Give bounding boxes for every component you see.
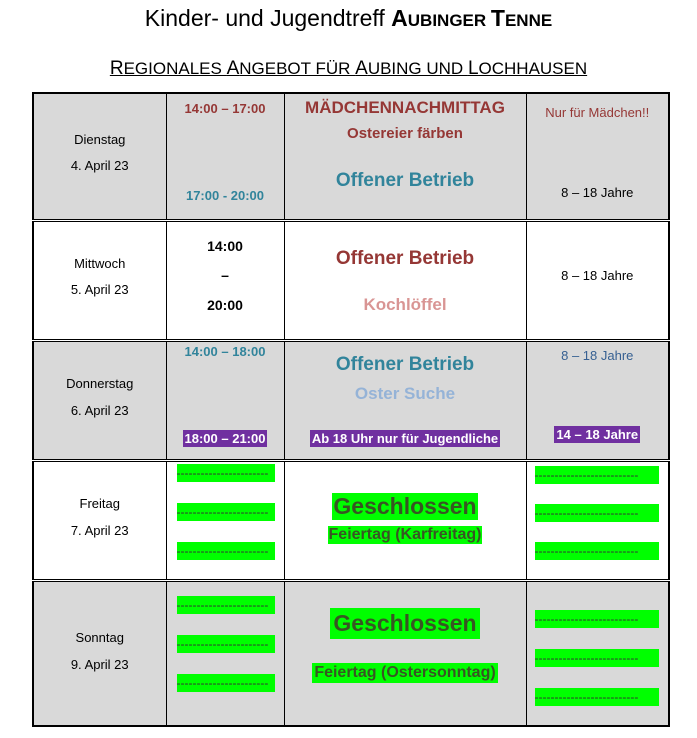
program-sub: Oster Suche xyxy=(354,384,456,403)
title-prefix: Kinder- und Jugendtreff xyxy=(144,5,392,31)
time-cell xyxy=(166,221,284,341)
time-cell xyxy=(166,93,284,221)
time-bottom-wrap xyxy=(167,430,284,448)
time-cell xyxy=(166,341,284,461)
program-sub-wrap xyxy=(285,663,526,683)
time-bottom: 18:00 – 21:00 xyxy=(184,431,266,446)
title-initial-t: T xyxy=(490,5,505,31)
program-main-wrap xyxy=(285,608,526,639)
placeholder-dashes: ----------------------- xyxy=(177,635,275,653)
time-top: 14:00 – 18:00 xyxy=(184,344,266,359)
program-title: MÄDCHENNACHMITTAG xyxy=(305,98,505,117)
age-range: 8 – 18 Jahre xyxy=(561,185,634,200)
subtitle-part: OCHHAUSEN xyxy=(478,59,588,78)
time-to: 20:00 xyxy=(207,297,243,313)
day-cell xyxy=(33,461,166,581)
age-cell xyxy=(526,341,669,461)
program-sub: Ostereier färben xyxy=(347,125,463,142)
day-cell xyxy=(33,93,166,221)
program-sub-wrap xyxy=(285,526,526,544)
program-cell xyxy=(284,581,526,727)
table-row xyxy=(33,341,669,461)
program-sub: Kochlöffel xyxy=(363,295,447,314)
subtitle-part: A xyxy=(226,58,240,79)
day-date: 4. April 23 xyxy=(70,158,129,173)
placeholder-dashes: ----------------------- xyxy=(177,674,275,692)
title-initial-a: A xyxy=(391,5,408,31)
table-row xyxy=(33,461,669,581)
age-range: 8 – 18 Jahre xyxy=(561,268,634,283)
day-name: Donnerstag xyxy=(66,376,134,391)
schedule-table xyxy=(32,92,670,727)
age-range: 8 – 18 Jahre xyxy=(561,348,634,363)
program-cell xyxy=(284,93,526,221)
placeholder-dashes: -------------------------- xyxy=(535,466,659,484)
day-cell xyxy=(33,341,166,461)
day-date: 7. April 23 xyxy=(70,523,129,538)
subtitle-part: A xyxy=(355,58,368,79)
placeholder-dashes: -------------------------- xyxy=(535,688,659,706)
day-cell xyxy=(33,581,166,727)
table-row xyxy=(33,581,669,727)
subtitle-part: L xyxy=(467,58,479,79)
program-main: Offener Betrieb xyxy=(335,170,475,191)
age-bottom-wrap xyxy=(527,426,669,444)
program-main: Geschlossen xyxy=(333,493,477,519)
program-cell xyxy=(284,221,526,341)
program-main: Geschlossen xyxy=(330,608,479,639)
age-note: Nur für Mädchen!! xyxy=(545,105,650,120)
age-range-teens: 14 – 18 Jahre xyxy=(556,427,639,442)
placeholder-dashes: ----------------------- xyxy=(177,503,275,521)
table-row xyxy=(33,93,669,221)
program-cell xyxy=(284,341,526,461)
day-date: 9. April 23 xyxy=(70,657,129,672)
program-main: Offener Betrieb xyxy=(335,354,475,375)
subtitle-part: NGEBOT FÜR xyxy=(239,59,356,78)
age-cell xyxy=(526,93,669,221)
placeholder-dashes: ----------------------- xyxy=(177,596,275,614)
day-name: Sonntag xyxy=(75,630,124,645)
time-dash: – xyxy=(221,267,229,283)
time-top: 14:00 – 17:00 xyxy=(184,101,266,116)
age-cell xyxy=(526,461,669,581)
time-from: 14:00 xyxy=(207,238,243,254)
placeholder-dashes: ----------------------- xyxy=(177,464,275,482)
program-note: Ab 18 Uhr nur für Jugendliche xyxy=(311,431,499,446)
program-cell xyxy=(284,461,526,581)
subtitle-part: UBING UND xyxy=(367,59,468,78)
page-title xyxy=(0,4,697,35)
program-main-wrap xyxy=(285,493,526,520)
day-cell xyxy=(33,221,166,341)
subtitle-part: EGIONALES xyxy=(123,59,227,78)
title-aubinger: UBINGER xyxy=(407,11,491,30)
time-cell xyxy=(166,581,284,727)
program-sub: Feiertag (Karfreitag) xyxy=(328,526,482,543)
age-cell xyxy=(526,581,669,727)
day-date: 6. April 23 xyxy=(70,403,129,418)
day-name: Mittwoch xyxy=(74,256,126,271)
day-date: 5. April 23 xyxy=(70,282,129,297)
table-row xyxy=(33,221,669,341)
subtitle-part: R xyxy=(109,58,124,79)
program-main: Offener Betrieb xyxy=(335,248,475,269)
time-bottom: 17:00 - 20:00 xyxy=(185,188,265,203)
day-name: Dienstag xyxy=(74,132,126,147)
program-note-wrap xyxy=(285,430,526,448)
title-tenne: ENNE xyxy=(504,11,553,30)
placeholder-dashes: ----------------------- xyxy=(177,542,275,560)
placeholder-dashes: -------------------------- xyxy=(535,610,659,628)
placeholder-dashes: -------------------------- xyxy=(535,649,659,667)
placeholder-dashes: -------------------------- xyxy=(535,504,659,522)
time-cell xyxy=(166,461,284,581)
placeholder-dashes: -------------------------- xyxy=(535,542,659,560)
program-sub: Feiertag (Ostersonntag) xyxy=(314,664,496,681)
age-cell xyxy=(526,221,669,341)
day-name: Freitag xyxy=(79,496,120,511)
page-subtitle xyxy=(0,58,697,80)
